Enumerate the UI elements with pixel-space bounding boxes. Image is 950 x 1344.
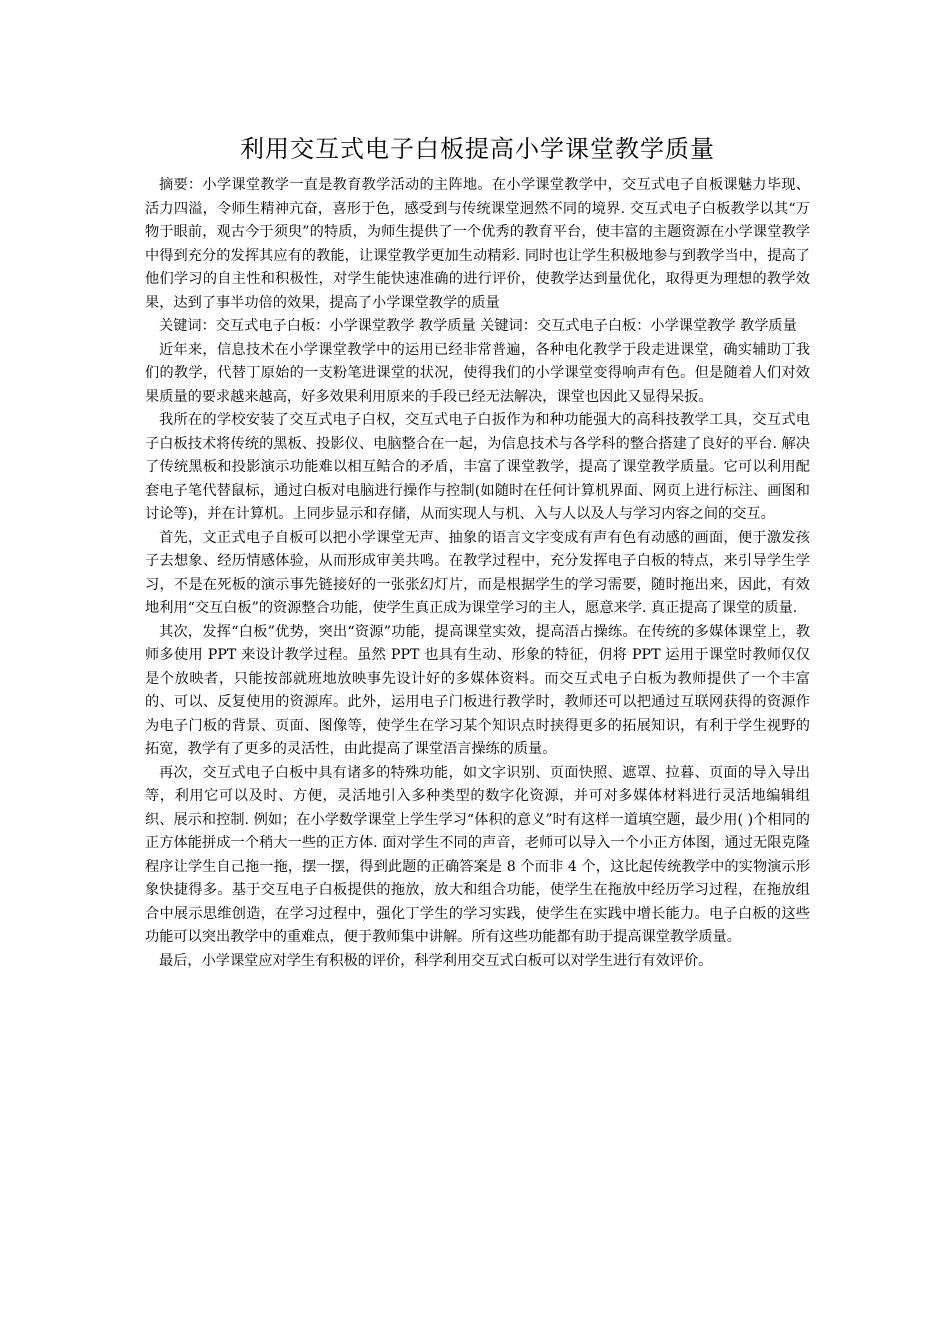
body-paragraph-1: 近年来，信息技术在小学课堂教学中的运用已经非常普遍，各种电化教学于段走进课堂，确实辅助丁我们的教学，代替丁原始的一支粉笔进课堂的状况，使得我们的小学课堂变得响声有色。但是随着人们对效果质量的要求越来越高，好多效果利用原来的手段已经无法解决，课堂也因此又显得呆扳。 <box>145 341 810 405</box>
body-paragraph-2: 我所在的学校安装了交互式电子白权，交互式电子白扳作为和种功能强大的高科技教学工具，交互式电子白板技术将传统的黑板、投影仪、电脑整合在一起，为信息技术与各学科的整合搭建了良好的平台. 解决了传统黑板和投影演示功能难以相互鲒合的矛盾，丰富了课堂教学，提高了课堂教学质量。它可以利用配套电子笔代替鼠标，通过白板对电脑进行操作与控制(如随时在任何计算机界面、网页上进行标注、画图和讨论等)，并在计算机。上同步显示和存储，从而实现人与机、入与人以及人与学习内容之间的交互。 <box>145 412 810 522</box>
document-page <box>145 132 810 973</box>
abstract-paragraph: 摘要：小学课堂教学一直是教育教学活动的主阵地。在小学课堂教学中，交互式电子自板课魅力毕现、活力四溢，令师生精神亢奋，喜形于色，感受到与传统课堂迥然不同的境界. 交互式电子白板教学以其“万物于眼前，观古今于须臾”的特质，为师生提供了一个优秀的教育平台，使丰富的主题资源在小学课堂教学中得到充分的发挥其应有的教能，让课堂教学更加生动精彩. 同时也让学生积极地参与到教学当中，提高了他们学习的自主性和积极性，对学生能快速准确的进行评价，使教学达到量优化，取得更为理想的教学效果，达到了事半功倍的效果，提高了小学课堂教学的质量 <box>145 177 810 311</box>
body-paragraph-5: 再次，交互式电子白板中具有诸多的特殊功能，如文字识别、页面快照、遮罩、拉暮、页面的导入导出等，利用它可以及时、方便，灵活地引入多种类型的数字化资源，并可对多媒体材料进行灵活地编辑组织、展示和控制. 例如；在小学数学课堂上学生学习“体积的意义”时有这样一道填空题，最少用( )个相同的正方体能拼成一个稍大一些的正方体. 面对学生不同的声音，老师可以导入一个小正方体图，通过无限克隆程序让学生自己拖一拖，摆一摆，得到此题的正确答案是 8 个而非 4 个，这比起传统教学中的实物演示形象快捷得多。基于交互电子白板提供的拖放，放大和组合功能，使学生在拖放中经历学习过程，在拖放组合中展示思维创造，在学习过程中，强化丁学生的学习实践，使学生在实践中增长能力。电子白板的这些功能可以突出教学中的重难点，便于教师集中讲解。所有这些功能都有助于提高课堂教学质量。 <box>145 764 810 945</box>
body-paragraph-3: 首先，文正式电子自板可以把小学课堂无声、抽象的语言文字变成有声有色有动感的画面，便于激发孩子去想象、经历情感体验，从而形成审美共鸣。在教学过程中，充分发挥电子白板的特点，来引导学生学习，不是在死板的演示事先链接好的一张张幻灯片，而是根据学生的学习需要，随时拖出来，因此，有效地利用“交互白板”的资源整合功能，使学生真正成为课堂学习的主人，愿意来学. 真正提高了课堂的质量. <box>145 529 810 616</box>
keywords-paragraph: 关键词：交互式电子白板：小学课堂教学 教学质量 关键词：交互式电子白板：小学课堂教学 教学质量 <box>159 318 797 334</box>
document-title: 利用交互式电子白板提高小学课堂教学质量 <box>240 135 715 163</box>
body-paragraph-6: 最后，小学课堂应对学生有积极的评价，科学利用交互式白板可以对学生进行有效评价。 <box>159 952 713 969</box>
body-paragraph-4: 其次，发挥“白板”优势，突出“资源”功能，提高课堂实效，提高浯占操练。在传统的多媒体课堂上，教师多使用 PPT 来设计教学过程。虽然 PPT 也具有生动、形象的特征，仴将 PPT 运用于课堂时教师仅仅是个放映者，只能按部就班地放映事先设计好的多媒体资料。而交互式电子白板为教师提供了一个丰富的、可以、反复使用的资源库。此外，运用电子门板进行教学时，教师还可以把通过互联网获得的资源作为电子门板的背景、页面、图像等，使学生在学习某个知识点时挟得更多的拓展知识，有利于学生视野的拓宽，教学有了更多的灵活性，由此提高了课堂浯言操练的质量。 <box>145 623 810 757</box>
